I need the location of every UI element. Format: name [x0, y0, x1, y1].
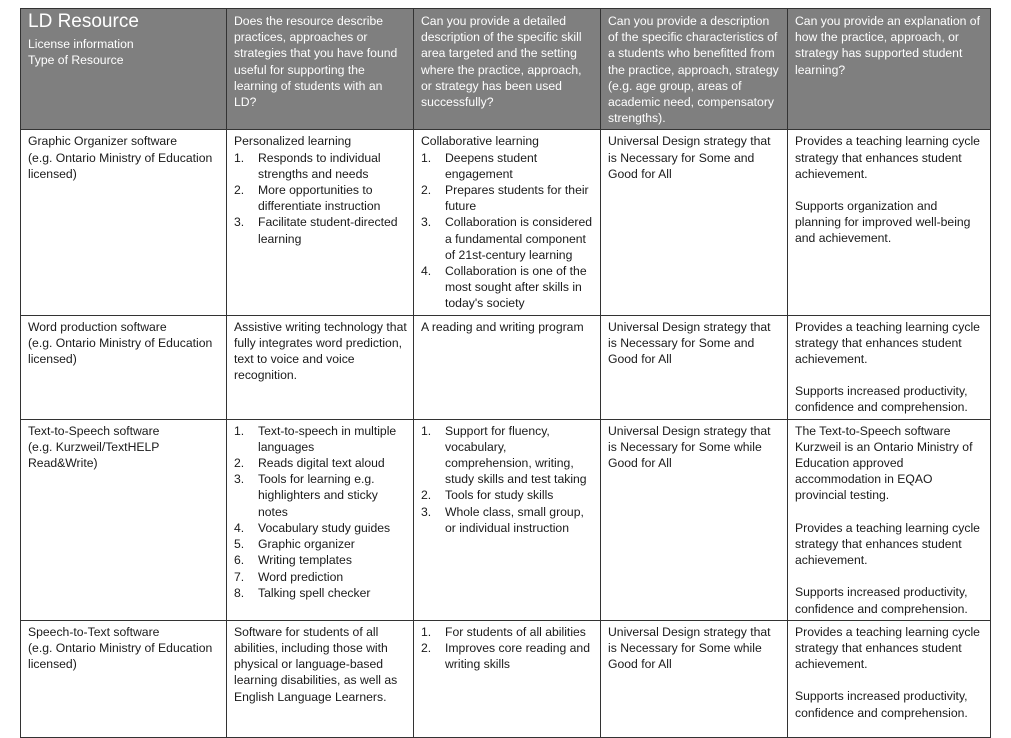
skills-list	[421, 624, 594, 673]
skill-heading: Collaborative learning	[421, 134, 539, 149]
header-skill-area: Can you provide a detailed description of the specific skill area targeted and the setting where the practice, approach, or strategy has been used successfully?	[414, 9, 601, 130]
list-item: 3. Collaboration is considered a fundamental component of 21st-century learning	[421, 215, 593, 262]
list-item: 2. Improves core reading and writing skills	[421, 640, 590, 672]
table-row	[21, 620, 991, 737]
characteristics-cell: Universal Design strategy that is Necessary for Some and Good for All	[601, 130, 788, 315]
skills-list	[421, 423, 594, 536]
ld-resource-table	[20, 8, 991, 738]
list-item: 5. Graphic organizer	[234, 537, 355, 552]
list-item: 6. Writing templates	[234, 553, 352, 568]
explanation-cell: Provides a teaching learning cycle strategy that enhances student achievement. Supports increased productivity, confidence and comprehension.	[788, 620, 991, 737]
list-item: 2. Reads digital text aloud	[234, 456, 385, 471]
characteristics-cell: Universal Design strategy that is Necessary for Some while Good for All	[601, 620, 788, 737]
header-explanation: Can you provide an explanation of how the practice, approach, or strategy has supported student learning?	[788, 9, 991, 130]
resource-cell: Speech-to-Text software (e.g. Ontario Ministry of Education licensed)	[21, 620, 227, 737]
header-ld-resource	[21, 9, 227, 130]
list-item: 1. Responds to individual strengths and needs	[234, 150, 381, 181]
list-item: 3. Whole class, small group, or individual instruction	[421, 504, 584, 535]
list-item: 1. For students of all abilities	[421, 624, 586, 639]
list-item: 1. Support for fluency, vocabulary, comprehension, writing, study skills and test taking	[421, 423, 587, 487]
table-row	[21, 419, 991, 620]
list-item: 1. Text-to-speech in multiple languages	[234, 423, 397, 454]
header-row	[21, 9, 991, 130]
skills-list	[421, 150, 594, 312]
list-item: 3. Facilitate student-directed learning	[234, 215, 398, 246]
characteristics-cell: Universal Design strategy that is Necessary for Some while Good for All	[601, 419, 788, 620]
practices-heading: Personalized learning	[234, 134, 352, 149]
practices-cell	[227, 130, 414, 315]
explanation-cell: The Text-to-Speech software Kurzweil is an Ontario Ministry of Education approved accommodation in EQAO provincial testing. Provides a teaching learning cycle strategy that enhances student achievement. Supports increased productivity, confidence and comprehension.	[788, 419, 991, 620]
list-item: 1. Deepens student engagement	[421, 150, 538, 181]
list-item: 4. Vocabulary study guides	[234, 520, 391, 535]
header-characteristics: Can you provide a description of the specific characteristics of a students who benefitted from the practice, approach, strategy (e.g. age group, areas of academic need, compensatory strengths).	[601, 9, 788, 130]
practices-list	[234, 423, 407, 601]
header-subtitle-type: Type of Resource	[28, 53, 124, 68]
header-subtitle-license: License information	[28, 37, 134, 51]
characteristics-cell: Universal Design strategy that is Necessary for Some and Good for All	[601, 315, 788, 419]
practices-cell: Assistive writing technology that fully integrates word prediction, text to voice and voice recognition.	[227, 315, 414, 419]
skill-cell	[414, 620, 601, 737]
header-practices: Does the resource describe practices, approaches or strategies that you have found useful for supporting the learning of students with an LD?	[227, 9, 414, 130]
explanation-cell: Provides a teaching learning cycle strategy that enhances student achievement. Supports organization and planning for improved well-being and achievement.	[788, 130, 991, 315]
list-item: 7. Word prediction	[234, 569, 344, 584]
table-row	[21, 130, 991, 315]
resource-cell: Word production software (e.g. Ontario Ministry of Education licensed)	[21, 315, 227, 419]
resource-cell: Text-to-Speech software (e.g. Kurzweil/TextHELP Read&Write)	[21, 419, 227, 620]
list-item: 2. More opportunities to differentiate instruction	[234, 183, 381, 214]
list-item: 2. Tools for study skills	[421, 488, 554, 503]
practices-list	[234, 150, 407, 247]
skill-cell	[414, 130, 601, 315]
page-title: LD Resource	[28, 11, 139, 32]
list-item: 2. Prepares students for their future	[421, 183, 589, 214]
list-item: 8. Talking spell checker	[234, 585, 371, 600]
skill-cell: A reading and writing program	[414, 315, 601, 419]
practices-cell: Software for students of all abilities, including those with physical or language-based learning disabilities, as well as English Language Learners.	[227, 620, 414, 737]
list-item: 4. Collaboration is one of the most sought after skills in today's society	[421, 264, 587, 311]
explanation-cell: Provides a teaching learning cycle strategy that enhances student achievement. Supports increased productivity, confidence and comprehension.	[788, 315, 991, 419]
table-row	[21, 315, 991, 419]
list-item: 3. Tools for learning e.g. highlighters and sticky notes	[234, 472, 378, 519]
resource-cell: Graphic Organizer software (e.g. Ontario Ministry of Education licensed)	[21, 130, 227, 315]
skill-cell	[414, 419, 601, 620]
practices-cell	[227, 419, 414, 620]
